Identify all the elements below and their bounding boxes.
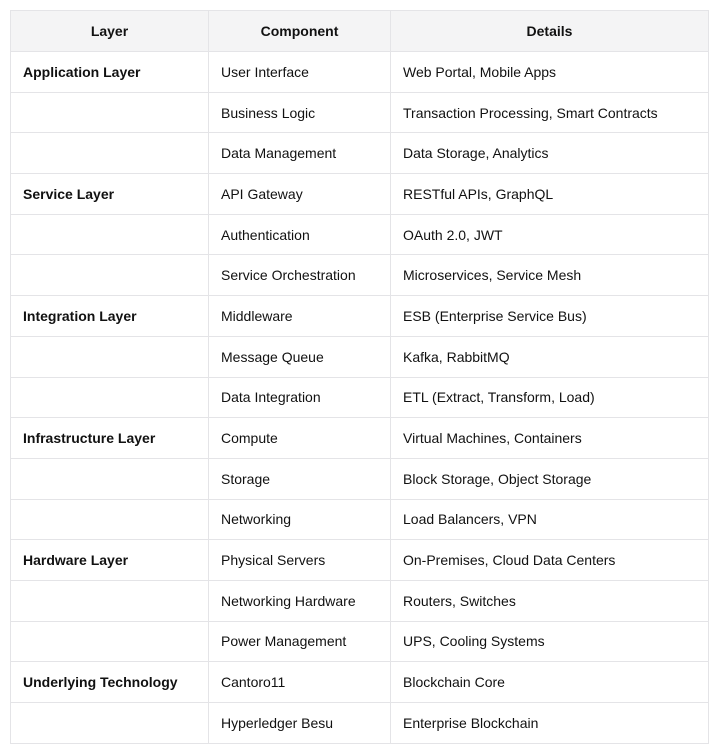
- component-cell: Physical Servers: [209, 540, 391, 581]
- table-row: [11, 52, 709, 93]
- layer-cell: [11, 255, 209, 296]
- layer-cell: [11, 580, 209, 621]
- component-cell: Data Management: [209, 133, 391, 174]
- table-header: [11, 11, 709, 52]
- details-cell: Enterprise Blockchain: [391, 703, 709, 744]
- layer-cell: [11, 92, 209, 133]
- layer-cell: [11, 133, 209, 174]
- table-row: [11, 703, 709, 744]
- component-cell: Networking: [209, 499, 391, 540]
- component-cell: Authentication: [209, 214, 391, 255]
- layer-cell: [11, 499, 209, 540]
- details-cell: Block Storage, Object Storage: [391, 458, 709, 499]
- layer-cell: [11, 703, 209, 744]
- details-cell: OAuth 2.0, JWT: [391, 214, 709, 255]
- layer-cell: Application Layer: [11, 52, 209, 93]
- component-cell: Service Orchestration: [209, 255, 391, 296]
- component-cell: Storage: [209, 458, 391, 499]
- header-row: [11, 11, 709, 52]
- layer-cell: [11, 214, 209, 255]
- table-row: [11, 458, 709, 499]
- table-row: [11, 621, 709, 662]
- details-cell: ETL (Extract, Transform, Load): [391, 377, 709, 418]
- component-cell: User Interface: [209, 52, 391, 93]
- details-cell: RESTful APIs, GraphQL: [391, 174, 709, 215]
- component-cell: Compute: [209, 418, 391, 459]
- details-cell: Microservices, Service Mesh: [391, 255, 709, 296]
- details-cell: UPS, Cooling Systems: [391, 621, 709, 662]
- architecture-table-container: [10, 10, 708, 744]
- component-cell: Power Management: [209, 621, 391, 662]
- component-cell: API Gateway: [209, 174, 391, 215]
- table-row: [11, 255, 709, 296]
- component-cell: Business Logic: [209, 92, 391, 133]
- layer-cell: Infrastructure Layer: [11, 418, 209, 459]
- details-cell: On-Premises, Cloud Data Centers: [391, 540, 709, 581]
- layer-cell: [11, 377, 209, 418]
- table-row: [11, 418, 709, 459]
- table-row: [11, 133, 709, 174]
- details-cell: Web Portal, Mobile Apps: [391, 52, 709, 93]
- table-row: [11, 580, 709, 621]
- table-row: [11, 499, 709, 540]
- details-cell: Virtual Machines, Containers: [391, 418, 709, 459]
- component-cell: Middleware: [209, 296, 391, 337]
- layer-cell: Service Layer: [11, 174, 209, 215]
- table-row: [11, 377, 709, 418]
- header-component: Component: [209, 11, 391, 52]
- table-row: [11, 336, 709, 377]
- component-cell: Data Integration: [209, 377, 391, 418]
- component-cell: Message Queue: [209, 336, 391, 377]
- component-cell: Cantoro11: [209, 662, 391, 703]
- table-body: [11, 52, 709, 744]
- table-row: [11, 540, 709, 581]
- details-cell: Blockchain Core: [391, 662, 709, 703]
- layer-cell: [11, 458, 209, 499]
- details-cell: Transaction Processing, Smart Contracts: [391, 92, 709, 133]
- layer-cell: Hardware Layer: [11, 540, 209, 581]
- component-cell: Hyperledger Besu: [209, 703, 391, 744]
- header-details: Details: [391, 11, 709, 52]
- table-row: [11, 296, 709, 337]
- details-cell: Load Balancers, VPN: [391, 499, 709, 540]
- table-row: [11, 92, 709, 133]
- layer-cell: [11, 621, 209, 662]
- details-cell: Routers, Switches: [391, 580, 709, 621]
- component-cell: Networking Hardware: [209, 580, 391, 621]
- architecture-table: [10, 10, 709, 744]
- details-cell: Kafka, RabbitMQ: [391, 336, 709, 377]
- table-row: [11, 174, 709, 215]
- table-row: [11, 214, 709, 255]
- header-layer: Layer: [11, 11, 209, 52]
- details-cell: Data Storage, Analytics: [391, 133, 709, 174]
- table-row: [11, 662, 709, 703]
- layer-cell: Integration Layer: [11, 296, 209, 337]
- layer-cell: [11, 336, 209, 377]
- details-cell: ESB (Enterprise Service Bus): [391, 296, 709, 337]
- layer-cell: Underlying Technology: [11, 662, 209, 703]
